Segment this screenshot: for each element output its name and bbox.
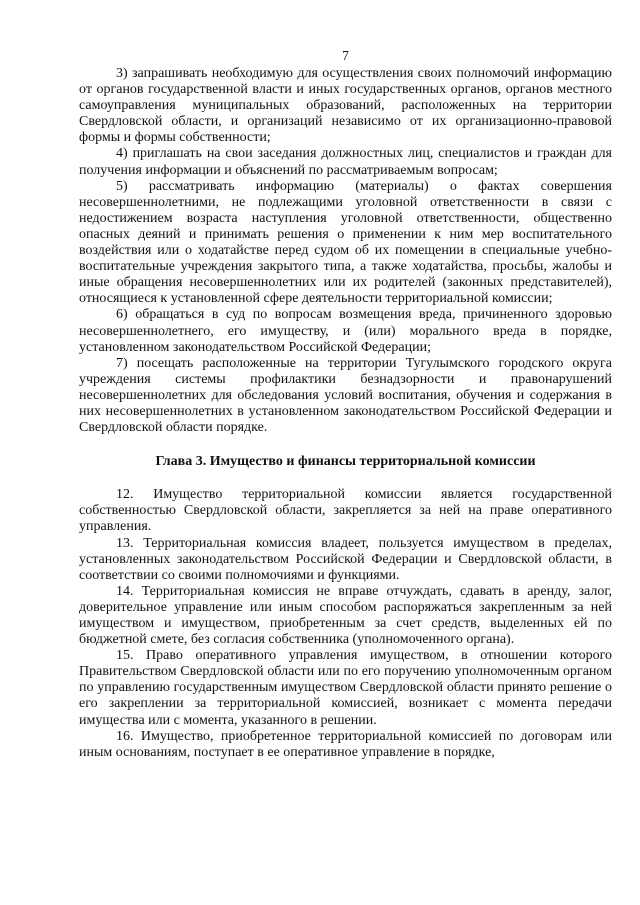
list-item-7: 7) посещать расположенные на территории Тугулымского городского округа учреждения системы профилактики безнадзорности и правонарушений несовершеннолетних для обследования условий воспитания, обучения и содержания в них несовершеннолетних в установленном законодательством Российской Федерации и Свердловской области порядке.: [79, 355, 612, 436]
list-item-5: 5) рассматривать информацию (материалы) о фактах совершения несовершеннолетними, не подлежащими уголовной ответственности в связи с недостижением возраста наступления уголовной ответственности, общественно опасных деяний и принимать решения о применении к ним мер воспитательного воздействия или о ходатайстве перед судом об их помещении в специальные учебно-воспитательные учреждения закрытого типа, а также ходатайства, просьбы, жалобы и иные обращения несовершеннолетних или их родителей (законных представителей), относящиеся к установленной сфере деятельности территориальной комиссии;: [79, 178, 612, 307]
section-15: 15. Право оперативного управления имуществом, в отношении которого Правительством Свердловской области или по его поручению уполномоченным органом по управлению государственным имуществом Свердловской области принято решение о его закреплении за территориальной комиссией, возникает с момента передачи имущества или с момента, указанного в решении.: [79, 648, 612, 728]
list-item-4: 4) приглашать на свои заседания должностных лиц, специалистов и граждан для получения информации и объяснений по рассматриваемым вопросам;: [79, 146, 612, 178]
section-13: 13. Территориальная комиссия владеет, пользуется имуществом в пределах, установленных законодательством Российской Федерации и Свердловской области, в соответствии со своими полномочиями и функциями.: [79, 535, 612, 583]
section-16: 16. Имущество, приобретенное территориальной комиссией по договорам или иным основаниям, поступает в ее оперативное управление в порядке,: [79, 728, 612, 760]
chapter-title: Глава 3. Имущество и финансы территориальной комиссии: [155, 454, 536, 470]
section-14: 14. Территориальная комиссия не вправе отчуждать, сдавать в аренду, залог, доверительное управление или иным способом распоряжаться закрепленным за ней имуществом и имуществом, приобретенным за счет средств, выделенных ей по бюджетной смете, без согласия собственника (уполномоченного органа).: [79, 583, 612, 648]
page-number: 7: [342, 48, 349, 63]
list-item-6: 6) обращаться в суд по вопросам возмещения вреда, причиненного здоровью несовершеннолетнего, его имуществу, и (или) морального вреда в порядке, установленном законодательством Российской Федерации;: [79, 307, 612, 355]
list-item-3: 3) запрашивать необходимую для осуществления своих полномочий информацию от органов государственной власти и иных государственных органов, органов местного самоуправления муниципальных образований, расположенных на территории Свердловской области, и организаций независимо от их организационно-правовой формы и формы собственности;: [79, 66, 612, 146]
section-12: 12. Имущество территориальной комиссии является государственной собственностью Свердловской области, закрепляется за ней на праве оперативного управления.: [79, 487, 612, 535]
